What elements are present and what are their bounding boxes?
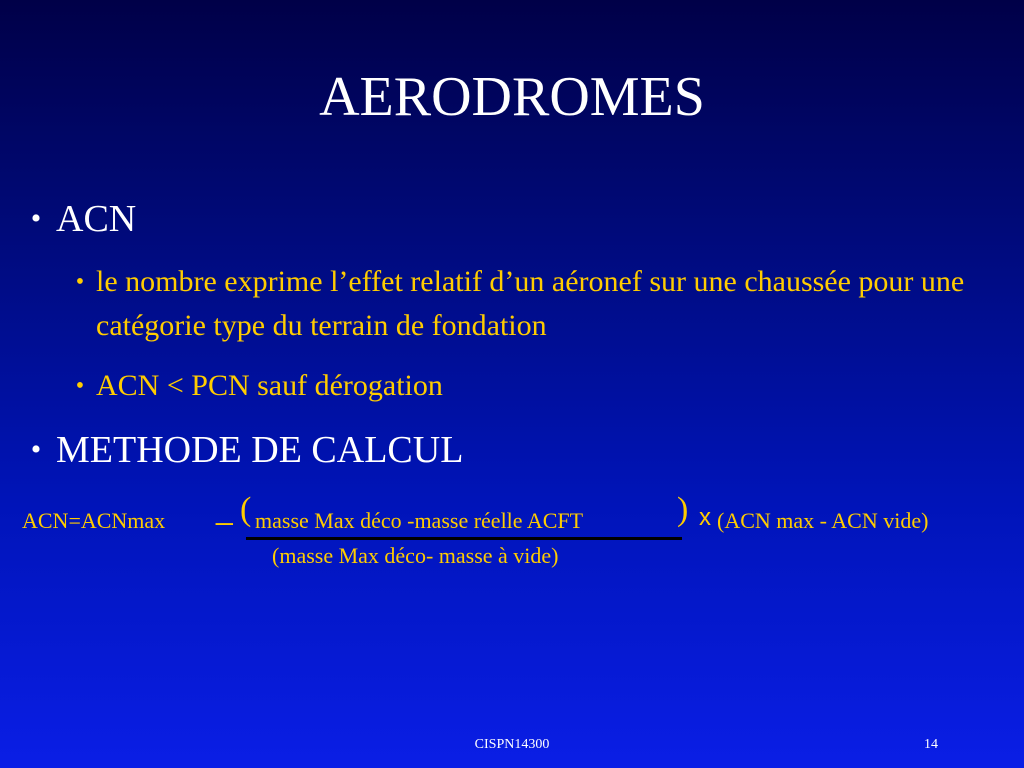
bullet-dot-icon: •	[30, 433, 42, 466]
formula-numerator: masse Max déco -masse réelle ACFT	[255, 508, 584, 533]
bullet-acn-label: ACN	[56, 198, 137, 240]
bullet-methode-label: METHODE DE CALCUL	[56, 429, 464, 471]
formula-denominator: (masse Max déco- masse à vide)	[272, 543, 559, 568]
sub-bullet-definition-text: le nombre exprime l’effet relatif d’un aéronef sur une chaussée pour une catégorie type du terrain de fondation	[96, 265, 965, 342]
bullet-methode	[16, 427, 463, 473]
formula-underscore: _	[216, 493, 233, 526]
sub-bullet-dot-icon: •	[75, 373, 85, 399]
slide-title: AERODROMES	[319, 66, 705, 128]
bullet-dot-icon: •	[30, 202, 42, 235]
formula-left-term: ACN=ACNmax	[22, 508, 166, 533]
sub-bullet-comparison-text: ACN < PCN sauf dérogation	[96, 369, 443, 402]
formula-fraction-bar	[246, 537, 682, 540]
formula-right-term: (ACN max - ACN vide)	[717, 508, 929, 533]
footer-label: CISPN14300	[474, 737, 550, 752]
formula-close-paren: )	[677, 491, 689, 528]
bullet-acn	[16, 196, 136, 242]
sub-bullet-dot-icon: •	[75, 269, 85, 295]
footer-page-number: 14	[924, 737, 938, 752]
formula-times-sign: x	[699, 504, 711, 531]
formula-open-paren: (	[240, 491, 252, 528]
sub-bullet-definition	[64, 260, 1014, 348]
sub-bullet-comparison	[64, 364, 443, 408]
